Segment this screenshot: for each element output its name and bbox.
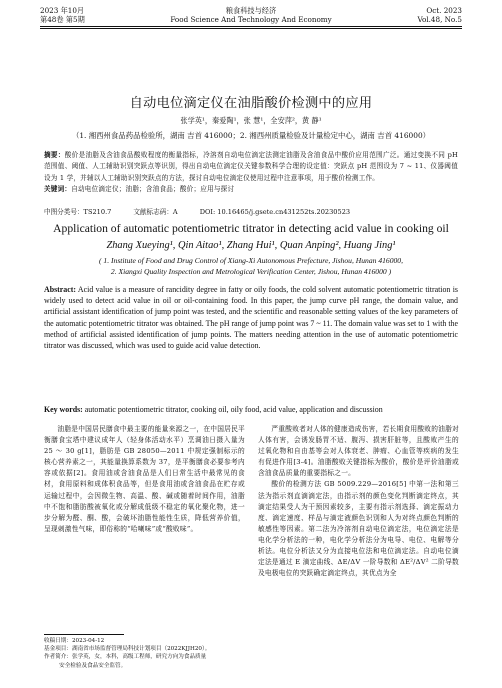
body-paragraph: 酸价的检测方法 GB 5009.229—2016[5] 中第一法和第三法为指示剂直滴滴定法，由指示剂的颜色变化判断滴定终点，其滴定结果受人为干预因素较多，主要有指示剂选择、滴定振动力度、滴定速度、样品与滴定液颜色识别和人为对终点颜色判断的敏感性等因素。第二法为冷溶剂自动电位滴定法，电位滴定法是电化学分析法的一种，电化学分析法分为电导、电位、电解等分析法。电位分析法又分为直接电位法和电位滴定法。自动电位滴定法是通过 E 滴定曲线、ΔE/ΔV 一阶导数和 ΔE²/ΔV² 二阶导数及电极电位的突跃确定滴定终点，其优点为全	[258, 480, 459, 578]
footnote-fund: 基金项目：湖南省市场监督管理局科技计划项目（2022KJJH20）。	[44, 646, 211, 653]
footnote-author: 作者简介：张学英，女，本科，高级工程师，研究方向为食品质量	[44, 654, 207, 661]
keywords-zh-text: 自动电位滴定仪；油脂；含油食品；酸价；应用与探讨	[71, 185, 235, 194]
abstract-en	[44, 284, 458, 351]
affiliation-en-line-2: 2. Xiangxi Quality Inspection and Metrological Verification Center, Jishou, Hunan 416000 )	[110, 267, 392, 276]
authors-zh: 张学英¹，秦爱陶¹，张 慧¹，全安萍²，黄 静¹	[180, 116, 322, 125]
keywords-en	[44, 405, 458, 414]
journal-name-en: Food Science And Technology And Economy	[170, 15, 332, 24]
header-volume-en: Vol.48, No.5	[417, 15, 462, 24]
abstract-zh-text: 酸价是油脂及含油食品酸败程度的衡量指标，冷溶剂自动电位滴定法测定油脂及含油食品中酸价应用范围广泛。通过变换不同 pH 范围值、阈值、人工辅助识别突跃点等识别，得出自动电位滴定仪关键参数科学合理的设定值：突跃点 pH 范围设为 7 ~ 11、仪器阈值设为 1 学，并辅以人工辅助识别突跃点的方法，探讨自动电位滴定仪使用过程中注意事项，用于酸价检测工作。	[44, 151, 458, 182]
abstract-zh-label: 摘要：	[44, 151, 65, 159]
body-paragraph: 严重酸败者对人体的健康造成伤害，若长期食用酸败的油脂对人体有害，会诱发肠胃不适、腹泻、损害肝脏等，且酸败产生的过氧化物和自由基等会对人体衰老、肿瘤、心血管等疾病的发生有促进作用[3-4]。油脂酸败关键指标为酸价，酸价是评价油脂或含油食品质量的重要指标之一。	[258, 425, 459, 478]
affiliation-en-line-1: ( 1. Institute of Food and Drug Control of Xiang-Xi Autonomous Prefecture, Jishou, Hunan 416000,	[98, 256, 403, 265]
footnotes	[44, 637, 250, 670]
keywords-en-text: automatic potentiometric titrator, cooking oil, oily food, acid value, application and discussion	[84, 405, 383, 414]
doi: DOI: 10.16465/j.gsete.cn431252ts.20230523	[199, 208, 351, 216]
article-title-en: Application of automatic potentiometric titrator in detecting acid value in cooking oil	[53, 222, 449, 235]
document-code: 文献标志码：A	[133, 208, 178, 216]
header-rule-thick	[40, 26, 462, 27]
header-volume-zh: 第48卷 第5期	[40, 15, 85, 24]
header-rule-thin	[40, 28, 462, 29]
header-right	[417, 6, 462, 24]
body-column-left	[44, 424, 245, 535]
body-paragraph: 油脂是中国居民膳食中最主要的能量来源之一，在中国居民平衡膳食宝塔中建议成年人（轻身体活动水平）烹调油日摄入量为 25 ～ 30 g[1]，脂肪是 GB 28050—2011 中规定强制标示的核心营养素之一，其能量换算系数为 37，是平衡膳食必要参考内容或依据[2]。食用油或含油食品是人们日常生活中最常见的食材，食用原料和成体积食品等，但是食用油或含油食品在贮存或运输过程中，会因微生物、高温、酸、碱或随着时间作用，油脂中不饱和脂肪酸被氧化或分解成低级不稳定的氧化聚化物，进一步分解为醛、酮、酸，会破坏油脂性能性生质，降低营养价值，呈现刺激性气味，即俗称的“哈喇味”或“酸败味”。	[44, 425, 245, 533]
header-date-en: Oct. 2023	[426, 6, 462, 15]
keywords-en-label: Key words:	[44, 405, 83, 414]
clc-number: 中图分类号：TS210.7	[44, 208, 112, 216]
abstract-en-label: Abstract:	[44, 285, 76, 294]
body-column-right	[258, 424, 459, 579]
affiliation-zh: （1. 湘西州食品药品检验所，湖南 吉首 416000；2. 湘西州质量检验及计量检定中心，湖南 吉首 416000）	[71, 131, 431, 140]
keywords-zh-label: 关键词：	[44, 185, 72, 194]
article-title-zh: 自动电位滴定仪在油脂酸价检测中的应用	[129, 96, 373, 111]
journal-name-zh: 粮食科技与经济	[225, 6, 277, 15]
authors-en: Zhang Xueying¹, Qin Aitao¹, Zhang Hui¹, Quan Anping², Huang Jing¹	[106, 240, 396, 251]
header-center	[40, 6, 462, 24]
affiliation-en	[44, 255, 458, 277]
abstract-en-text: Acid value is a measure of rancidity degree in fatty or oily foods, the cold solvent automatic potentiometric titration is widely used to detect acid value in oil or oil-containing food. In this paper, the jump curve pH range, the domain value, and artificial assistant identification of jump point was tested, and the scientific and reasonable setting values of the key parameters of the automatic potentiometric titrator was obtained. The pH range of jump point was 7 ~ 11. The domain value was set to 1 with the method of artificial assisted identification of jump points. The matters needing attention in the use of automatic potentiometric titrator was discussed, which was used to guide acid value detection.	[44, 285, 458, 351]
footnote-received: 收稿日期：2023-04-12	[44, 638, 105, 644]
abstract-zh	[44, 150, 458, 196]
header-date-zh: 2023 年10月	[40, 6, 85, 15]
footnote-rule	[44, 634, 124, 635]
footnote-author-cont: 安全检验及食品安全监管。	[59, 662, 127, 669]
classification-line	[44, 207, 458, 218]
